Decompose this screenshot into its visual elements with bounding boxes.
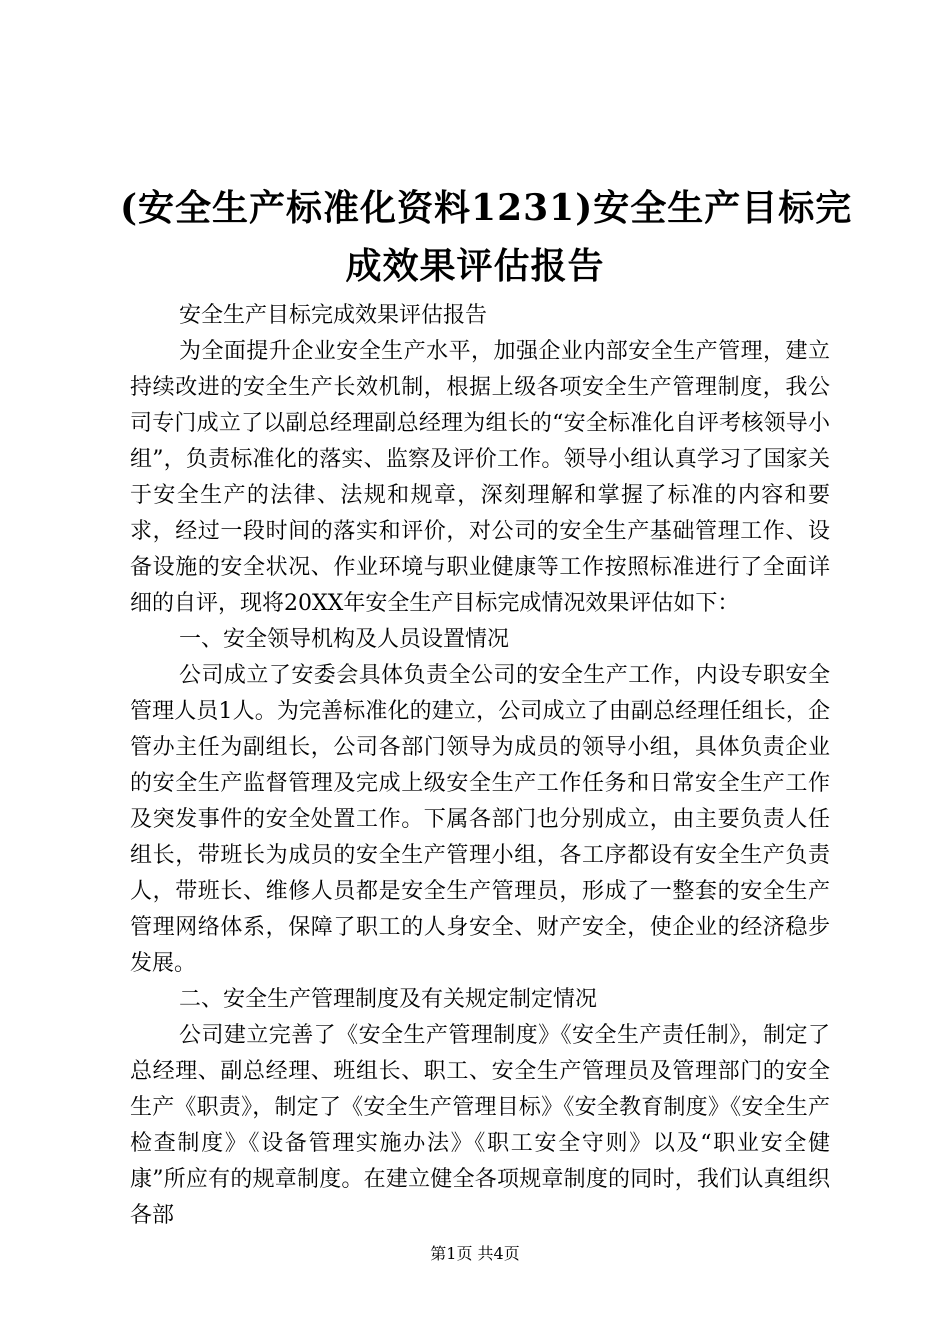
section-heading-1: 一、安全领导机构及人员设置情况 — [179, 627, 510, 652]
document-body — [130, 298, 830, 1234]
document-title-line-2: 成效果评估报告 — [345, 245, 605, 287]
section-1-paragraph: 公司成立了安委会具体负责全公司的安全生产工作，内设专职安全管理人员1人。为完善标准化的建立，公司成立了由副总经理任组长，企管办主任为副组长，公司各部门领导为成员的领导小组，具体负责企业的安全生产监督管理及完成上级安全生产工作任务和日常安全生产工作及突发事件的安全处置工作。下属各部门也分别成立，由主要负责人任组长，带班长为成员的安全生产管理小组，各工序都设有安全生产负责人，带班长、维修人员都是安全生产管理员，形成了一整套的安全生产管理网络体系，保障了职工的人身安全、财产安全，使企业的经济稳步发展。 — [130, 663, 830, 976]
page-footer: 第1页 共4页 — [430, 1244, 520, 1263]
subtitle-paragraph: 安全生产目标完成效果评估报告 — [179, 303, 488, 328]
section-heading-2: 二、安全生产管理制度及有关规定制定情况 — [179, 987, 598, 1012]
document-title-line-1: (安全生产标准化资料1231)安全生产目标完 — [120, 187, 853, 229]
section-2-paragraph: 公司建立完善了《安全生产管理制度》《安全生产责任制》，制定了总经理、副总经理、班组长、职工、安全生产管理员及管理部门的安全生产《职责》，制定了《安全生产管理目标》《安全教育制度》《安全生产检查制度》《设备管理实施办法》《职工安全守则》以及“职业安全健康”所应有的规章制度。在建立健全各项规章制度的同时，我们认真组织各部 — [130, 1023, 830, 1228]
intro-paragraph: 为全面提升企业安全生产水平，加强企业内部安全生产管理，建立持续改进的安全生产长效机制，根据上级各项安全生产管理制度，我公司专门成立了以副总经理副总经理为组长的“安全标准化自评考核领导小组”，负责标准化的落实、监察及评价工作。领导小组认真学习了国家关于安全生产的法律、法规和规章，深刻理解和掌握了标准的内容和要求，经过一段时间的落实和评价，对公司的安全生产基础管理工作、设备设施的安全状况、作业环境与职业健康等工作按照标准进行了全面详细的自评，现将20XX年安全生产目标完成情况效果评估如下： — [130, 339, 830, 616]
